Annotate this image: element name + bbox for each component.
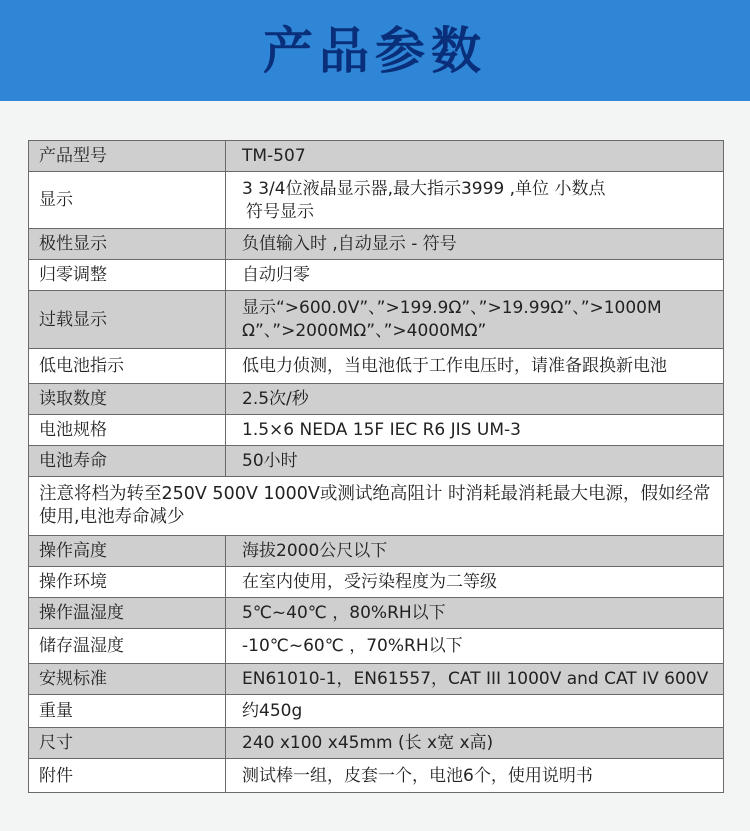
spec-label: 重量 [29,695,226,728]
spec-value-line: 3 3/4位液晶显示器,最大指示3999 ,单位 小数点 [242,178,606,199]
spec-value: 海拔2000公尺以下 [226,536,724,567]
spec-label: 过载显示 [29,291,226,349]
table-row [29,349,724,384]
spec-value: 自动归零 [226,260,724,291]
spec-value: EN61010-1，EN61557，CAT III 1000V and CAT IV 600V [226,664,724,695]
spec-value [226,172,724,229]
table-row [29,384,724,415]
spec-label: 尺寸 [29,728,226,759]
table-row [29,695,724,728]
spec-label: 产品型号 [29,141,226,172]
table-row [29,141,724,172]
table-row [29,664,724,695]
spec-value: 2.5次/秒 [226,384,724,415]
spec-label: 极性显示 [29,229,226,260]
spec-label: 附件 [29,759,226,793]
spec-value: 5℃~40℃ ，80%RH以下 [226,598,724,629]
spec-value: 测试棒一组，皮套一个，电池6个，使用说明书 [226,759,724,793]
table-row [29,446,724,477]
table-row [29,477,724,536]
spec-value: 在室内使用，受污染程度为二等级 [226,567,724,598]
table-row [29,172,724,229]
spec-value: 负值输入时 ,自动显示 - 符号 [226,229,724,260]
spec-value-line: 符号显示 [246,201,314,222]
spec-value: TM-507 [226,141,724,172]
table-row [29,629,724,664]
spec-value: 240 x100 x45mm (长 x宽 x高) [226,728,724,759]
spec-label: 操作高度 [29,536,226,567]
spec-table [28,140,724,793]
spec-label: 储存温湿度 [29,629,226,664]
table-row [29,291,724,349]
table-row [29,598,724,629]
battery-note: 注意将档为转至250V 500V 1000V或测试绝高阻计 时消耗最消耗最大电源，假如经常使用,电池寿命减少 [29,477,724,536]
spec-value: 约450g [226,695,724,728]
spec-label: 操作温湿度 [29,598,226,629]
spec-value: 1.5×6 NEDA 15F IEC R6 JIS UM-3 [226,415,724,446]
spec-value: 显示“>600.0V”、”>199.9Ω”、”>19.99Ω”、”>1000MΩ”、”>2000MΩ”、”>4000MΩ” [226,291,724,349]
table-row [29,229,724,260]
table-row [29,415,724,446]
spec-label: 电池寿命 [29,446,226,477]
table-row [29,567,724,598]
page-title: 产品参数 [263,21,487,80]
table-row [29,260,724,291]
spec-label: 操作环境 [29,567,226,598]
spec-label: 显示 [29,172,226,229]
spec-label: 读取数度 [29,384,226,415]
table-row [29,728,724,759]
spec-label: 安规标准 [29,664,226,695]
header-banner [0,0,750,101]
table-row [29,759,724,793]
table-row [29,536,724,567]
spec-label: 归零调整 [29,260,226,291]
spec-value: 低电力侦测，当电池低于工作电压时，请准备跟换新电池 [226,349,724,384]
spec-label: 低电池指示 [29,349,226,384]
spec-value: 50小时 [226,446,724,477]
spec-label: 电池规格 [29,415,226,446]
spec-value: -10℃~60℃ ，70%RH以下 [226,629,724,664]
